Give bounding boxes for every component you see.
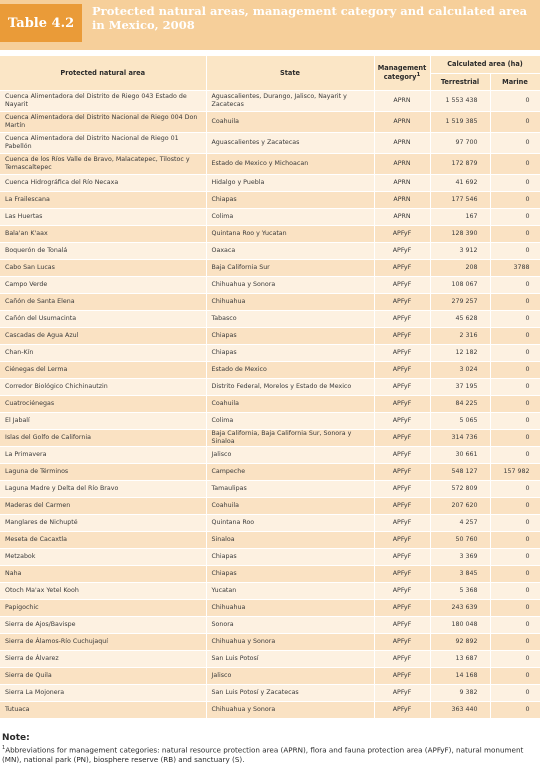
- cell-terrestrial-area: 2 316: [430, 327, 490, 344]
- table-row: [0, 361, 540, 378]
- cell-management-category: APRN: [374, 208, 430, 225]
- cell-state: Chiapas: [206, 327, 374, 344]
- table-row: [0, 650, 540, 667]
- table-row: [0, 259, 540, 276]
- cell-state: Campeche: [206, 463, 374, 480]
- cell-protected-area: Sierra de Quila: [0, 667, 206, 684]
- cell-state: Coahuila: [206, 497, 374, 514]
- cell-marine-area: 0: [490, 276, 540, 293]
- cell-management-category: APFyF: [374, 361, 430, 378]
- cell-management-category: APFyF: [374, 429, 430, 446]
- cell-protected-area: La Primavera: [0, 446, 206, 463]
- table-header-bar: [0, 0, 540, 50]
- cell-state: Coahuila: [206, 395, 374, 412]
- cell-terrestrial-area: 167: [430, 208, 490, 225]
- cell-terrestrial-area: 1 519 385: [430, 111, 490, 132]
- table-body: [0, 90, 540, 718]
- cell-management-category: APFyF: [374, 480, 430, 497]
- table-row: [0, 395, 540, 412]
- cell-state: Estado de Mexico: [206, 361, 374, 378]
- cell-terrestrial-area: 14 168: [430, 667, 490, 684]
- table-row: [0, 242, 540, 259]
- cell-marine-area: 0: [490, 650, 540, 667]
- cell-terrestrial-area: 3 369: [430, 548, 490, 565]
- cell-state: Tabasco: [206, 310, 374, 327]
- cell-state: Sonora: [206, 616, 374, 633]
- cell-protected-area: Chan-Kín: [0, 344, 206, 361]
- cell-protected-area: Ciénegas del Lerma: [0, 361, 206, 378]
- cell-protected-area: Cuenca de los Ríos Valle de Bravo, Malacatepec, Tilostoc y Temascaltepec: [0, 153, 206, 174]
- cell-protected-area: Tutuaca: [0, 701, 206, 718]
- column-header-marine: Marine: [490, 73, 540, 90]
- table-row: [0, 633, 540, 650]
- cell-management-category: APFyF: [374, 650, 430, 667]
- cell-state: Coahuila: [206, 111, 374, 132]
- cell-protected-area: Bala'an K'aax: [0, 225, 206, 242]
- table-note: [2, 733, 538, 765]
- cell-marine-area: 0: [490, 344, 540, 361]
- cell-management-category: APFyF: [374, 412, 430, 429]
- table-row: [0, 225, 540, 242]
- cell-state: Chiapas: [206, 565, 374, 582]
- cell-protected-area: Otoch Ma'ax Yetel Kooh: [0, 582, 206, 599]
- cell-marine-area: 0: [490, 90, 540, 111]
- cell-management-category: APFyF: [374, 310, 430, 327]
- cell-protected-area: Sierra de Ajos/Bavispe: [0, 616, 206, 633]
- cell-management-category: APRN: [374, 90, 430, 111]
- cell-state: Estado de Mexico y Michoacan: [206, 153, 374, 174]
- cell-marine-area: 0: [490, 565, 540, 582]
- cell-state: Sinaloa: [206, 531, 374, 548]
- cell-marine-area: 0: [490, 599, 540, 616]
- cell-marine-area: 3788: [490, 259, 540, 276]
- cell-management-category: APFyF: [374, 531, 430, 548]
- column-header-state: State: [206, 56, 374, 90]
- cell-marine-area: 0: [490, 582, 540, 599]
- table-row: [0, 293, 540, 310]
- cell-marine-area: 0: [490, 132, 540, 153]
- cell-marine-area: 0: [490, 480, 540, 497]
- cell-management-category: APRN: [374, 174, 430, 191]
- cell-state: Quintana Roo: [206, 514, 374, 531]
- table-row: [0, 582, 540, 599]
- cell-marine-area: 0: [490, 225, 540, 242]
- table-row: [0, 208, 540, 225]
- cell-management-category: APFyF: [374, 327, 430, 344]
- cell-management-category: APRN: [374, 111, 430, 132]
- table-row: [0, 514, 540, 531]
- cell-management-category: APFyF: [374, 259, 430, 276]
- cell-management-category: APFyF: [374, 497, 430, 514]
- cell-terrestrial-area: 84 225: [430, 395, 490, 412]
- cell-marine-area: 0: [490, 208, 540, 225]
- cell-protected-area: Meseta de Cacaxtla: [0, 531, 206, 548]
- table-row: [0, 463, 540, 480]
- cell-protected-area: El Jabalí: [0, 412, 206, 429]
- cell-management-category: APFyF: [374, 548, 430, 565]
- cell-terrestrial-area: 172 879: [430, 153, 490, 174]
- cell-protected-area: Papigochic: [0, 599, 206, 616]
- cell-protected-area: Cañón de Santa Elena: [0, 293, 206, 310]
- table-row: [0, 429, 540, 446]
- table-row: [0, 701, 540, 718]
- table-row: [0, 132, 540, 153]
- table-row: [0, 548, 540, 565]
- cell-state: San Luis Potosí: [206, 650, 374, 667]
- cell-state: Aguascalientes, Durango, Jalisco, Nayarit y Zacatecas: [206, 90, 374, 111]
- table-row: [0, 599, 540, 616]
- cell-state: Distrito Federal, Morelos y Estado de Mexico: [206, 378, 374, 395]
- cell-management-category: APFyF: [374, 463, 430, 480]
- cell-protected-area: Boquerón de Tonalá: [0, 242, 206, 259]
- cell-protected-area: Naha: [0, 565, 206, 582]
- cell-terrestrial-area: 92 892: [430, 633, 490, 650]
- cell-terrestrial-area: 5 065: [430, 412, 490, 429]
- cell-management-category: APFyF: [374, 293, 430, 310]
- cell-terrestrial-area: 45 628: [430, 310, 490, 327]
- cell-marine-area: 0: [490, 327, 540, 344]
- cell-terrestrial-area: 572 809: [430, 480, 490, 497]
- column-header-area: Protected natural area: [0, 56, 206, 90]
- cell-marine-area: 0: [490, 497, 540, 514]
- table-row: [0, 412, 540, 429]
- cell-protected-area: Laguna Madre y Delta del Río Bravo: [0, 480, 206, 497]
- cell-state: Hidalgo y Puebla: [206, 174, 374, 191]
- cell-state: Chihuahua: [206, 293, 374, 310]
- cell-terrestrial-area: 180 048: [430, 616, 490, 633]
- cell-protected-area: Cascadas de Agua Azul: [0, 327, 206, 344]
- cell-protected-area: Manglares de Nichupté: [0, 514, 206, 531]
- cell-protected-area: Cuenca Alimentadora del Distrito Nacional de Riego 004 Don Martín: [0, 111, 206, 132]
- cell-management-category: APFyF: [374, 514, 430, 531]
- cell-terrestrial-area: 1 553 438: [430, 90, 490, 111]
- cell-marine-area: 0: [490, 633, 540, 650]
- cell-management-category: APRN: [374, 153, 430, 174]
- cell-terrestrial-area: 12 182: [430, 344, 490, 361]
- cell-terrestrial-area: 3 024: [430, 361, 490, 378]
- table-title: Protected natural areas, management category and calculated area in Mexico, 2008: [92, 4, 528, 32]
- table-row: [0, 276, 540, 293]
- cell-terrestrial-area: 314 736: [430, 429, 490, 446]
- cell-management-category: APFyF: [374, 225, 430, 242]
- cell-protected-area: Metzabok: [0, 548, 206, 565]
- table-row: [0, 378, 540, 395]
- cell-marine-area: 0: [490, 111, 540, 132]
- cell-terrestrial-area: 177 546: [430, 191, 490, 208]
- note-title: Note:: [2, 733, 30, 743]
- cell-protected-area: Las Huertas: [0, 208, 206, 225]
- cell-terrestrial-area: 4 257: [430, 514, 490, 531]
- cell-state: Colima: [206, 412, 374, 429]
- cell-terrestrial-area: 5 368: [430, 582, 490, 599]
- cell-management-category: APFyF: [374, 667, 430, 684]
- cell-management-category: APFyF: [374, 242, 430, 259]
- cell-management-category: APFyF: [374, 701, 430, 718]
- cell-marine-area: 157 982: [490, 463, 540, 480]
- cell-terrestrial-area: 363 440: [430, 701, 490, 718]
- cell-marine-area: 0: [490, 378, 540, 395]
- cell-terrestrial-area: 279 257: [430, 293, 490, 310]
- column-header-category-label: Management category: [377, 64, 427, 82]
- cell-state: Baja California Sur: [206, 259, 374, 276]
- cell-marine-area: 0: [490, 174, 540, 191]
- table-row: [0, 310, 540, 327]
- column-header-calculated-area: Calculated area (ha): [430, 56, 540, 73]
- cell-state: Jalisco: [206, 667, 374, 684]
- protected-areas-table: [0, 56, 540, 719]
- cell-state: Chihuahua y Sonora: [206, 276, 374, 293]
- table-row: [0, 153, 540, 174]
- cell-terrestrial-area: 108 067: [430, 276, 490, 293]
- cell-state: Oaxaca: [206, 242, 374, 259]
- table-row: [0, 667, 540, 684]
- cell-terrestrial-area: 13 687: [430, 650, 490, 667]
- cell-marine-area: 0: [490, 191, 540, 208]
- cell-state: Colima: [206, 208, 374, 225]
- cell-terrestrial-area: 37 195: [430, 378, 490, 395]
- table-row: [0, 616, 540, 633]
- cell-marine-area: 0: [490, 514, 540, 531]
- cell-protected-area: Sierra La Mojonera: [0, 684, 206, 701]
- cell-state: Chihuahua y Sonora: [206, 633, 374, 650]
- cell-protected-area: Cañón del Usumacinta: [0, 310, 206, 327]
- cell-protected-area: Sierra de Álvarez: [0, 650, 206, 667]
- cell-management-category: APFyF: [374, 378, 430, 395]
- cell-marine-area: 0: [490, 361, 540, 378]
- cell-management-category: APFyF: [374, 684, 430, 701]
- cell-protected-area: Cuenca Alimentadora del Distrito de Riego 043 Estado de Nayarit: [0, 90, 206, 111]
- column-header-category: [374, 56, 430, 90]
- table-row: [0, 565, 540, 582]
- cell-terrestrial-area: 9 382: [430, 684, 490, 701]
- note-footnote-marker: 1: [2, 745, 6, 751]
- cell-marine-area: 0: [490, 242, 540, 259]
- cell-terrestrial-area: 208: [430, 259, 490, 276]
- table-row: [0, 531, 540, 548]
- cell-marine-area: 0: [490, 310, 540, 327]
- table-row: [0, 684, 540, 701]
- table-row: [0, 446, 540, 463]
- cell-state: Tamaulipas: [206, 480, 374, 497]
- cell-terrestrial-area: 97 700: [430, 132, 490, 153]
- cell-state: Baja California, Baja California Sur, Sonora y Sinaloa: [206, 429, 374, 446]
- cell-management-category: APRN: [374, 191, 430, 208]
- cell-state: Jalisco: [206, 446, 374, 463]
- table-row: [0, 174, 540, 191]
- cell-marine-area: 0: [490, 395, 540, 412]
- cell-management-category: APFyF: [374, 395, 430, 412]
- cell-protected-area: Cuenca Alimentadora del Distrito Nacional de Riego 01 Pabellón: [0, 132, 206, 153]
- cell-marine-area: 0: [490, 446, 540, 463]
- cell-management-category: APFyF: [374, 344, 430, 361]
- cell-protected-area: Campo Verde: [0, 276, 206, 293]
- cell-marine-area: 0: [490, 684, 540, 701]
- cell-marine-area: 0: [490, 548, 540, 565]
- cell-protected-area: Islas del Golfo de California: [0, 429, 206, 446]
- cell-state: Chihuahua y Sonora: [206, 701, 374, 718]
- table-row: [0, 497, 540, 514]
- cell-state: Yucatan: [206, 582, 374, 599]
- cell-terrestrial-area: 3 912: [430, 242, 490, 259]
- cell-state: Aguascalientes y Zacatecas: [206, 132, 374, 153]
- table-number: Table 4.2: [0, 4, 82, 42]
- cell-terrestrial-area: 3 845: [430, 565, 490, 582]
- table-row: [0, 191, 540, 208]
- cell-terrestrial-area: 128 390: [430, 225, 490, 242]
- cell-state: Chiapas: [206, 548, 374, 565]
- cell-state: Chihuahua: [206, 599, 374, 616]
- cell-protected-area: Corredor Biológico Chichinautzin: [0, 378, 206, 395]
- cell-terrestrial-area: 548 127: [430, 463, 490, 480]
- cell-marine-area: 0: [490, 616, 540, 633]
- cell-protected-area: Laguna de Términos: [0, 463, 206, 480]
- cell-protected-area: Maderas del Carmen: [0, 497, 206, 514]
- cell-marine-area: 0: [490, 701, 540, 718]
- table-row: [0, 111, 540, 132]
- cell-terrestrial-area: 41 692: [430, 174, 490, 191]
- cell-protected-area: Cuenca Hidrográfica del Río Necaxa: [0, 174, 206, 191]
- cell-terrestrial-area: 207 620: [430, 497, 490, 514]
- cell-state: Chiapas: [206, 191, 374, 208]
- cell-management-category: APFyF: [374, 616, 430, 633]
- column-header-terrestrial: Terrestrial: [430, 73, 490, 90]
- cell-protected-area: Cabo San Lucas: [0, 259, 206, 276]
- note-text: Abbreviations for management categories: natural resource protection area (APRN), flora and fauna protection area (APFyF), natural monument (MN), national park (PN), biosphere reserve (RB) and sanctuary (S).: [2, 745, 524, 765]
- cell-terrestrial-area: 30 661: [430, 446, 490, 463]
- cell-terrestrial-area: 243 639: [430, 599, 490, 616]
- footnote-marker: 1: [416, 72, 421, 79]
- table-row: [0, 327, 540, 344]
- cell-protected-area: Cuatrociénegas: [0, 395, 206, 412]
- cell-marine-area: 0: [490, 429, 540, 446]
- cell-management-category: APFyF: [374, 276, 430, 293]
- cell-state: San Luis Potosí y Zacatecas: [206, 684, 374, 701]
- cell-management-category: APFyF: [374, 446, 430, 463]
- cell-marine-area: 0: [490, 531, 540, 548]
- cell-management-category: APFyF: [374, 565, 430, 582]
- cell-marine-area: 0: [490, 293, 540, 310]
- cell-management-category: APFyF: [374, 582, 430, 599]
- table-row: [0, 344, 540, 361]
- cell-marine-area: 0: [490, 667, 540, 684]
- table-row: [0, 480, 540, 497]
- cell-terrestrial-area: 50 760: [430, 531, 490, 548]
- cell-protected-area: La Frailescana: [0, 191, 206, 208]
- cell-marine-area: 0: [490, 153, 540, 174]
- cell-management-category: APFyF: [374, 633, 430, 650]
- cell-marine-area: 0: [490, 412, 540, 429]
- cell-management-category: APRN: [374, 132, 430, 153]
- cell-state: Quintana Roo y Yucatan: [206, 225, 374, 242]
- table-row: [0, 90, 540, 111]
- cell-state: Chiapas: [206, 344, 374, 361]
- cell-management-category: APFyF: [374, 599, 430, 616]
- cell-protected-area: Sierra de Álamos-Río Cuchujaquí: [0, 633, 206, 650]
